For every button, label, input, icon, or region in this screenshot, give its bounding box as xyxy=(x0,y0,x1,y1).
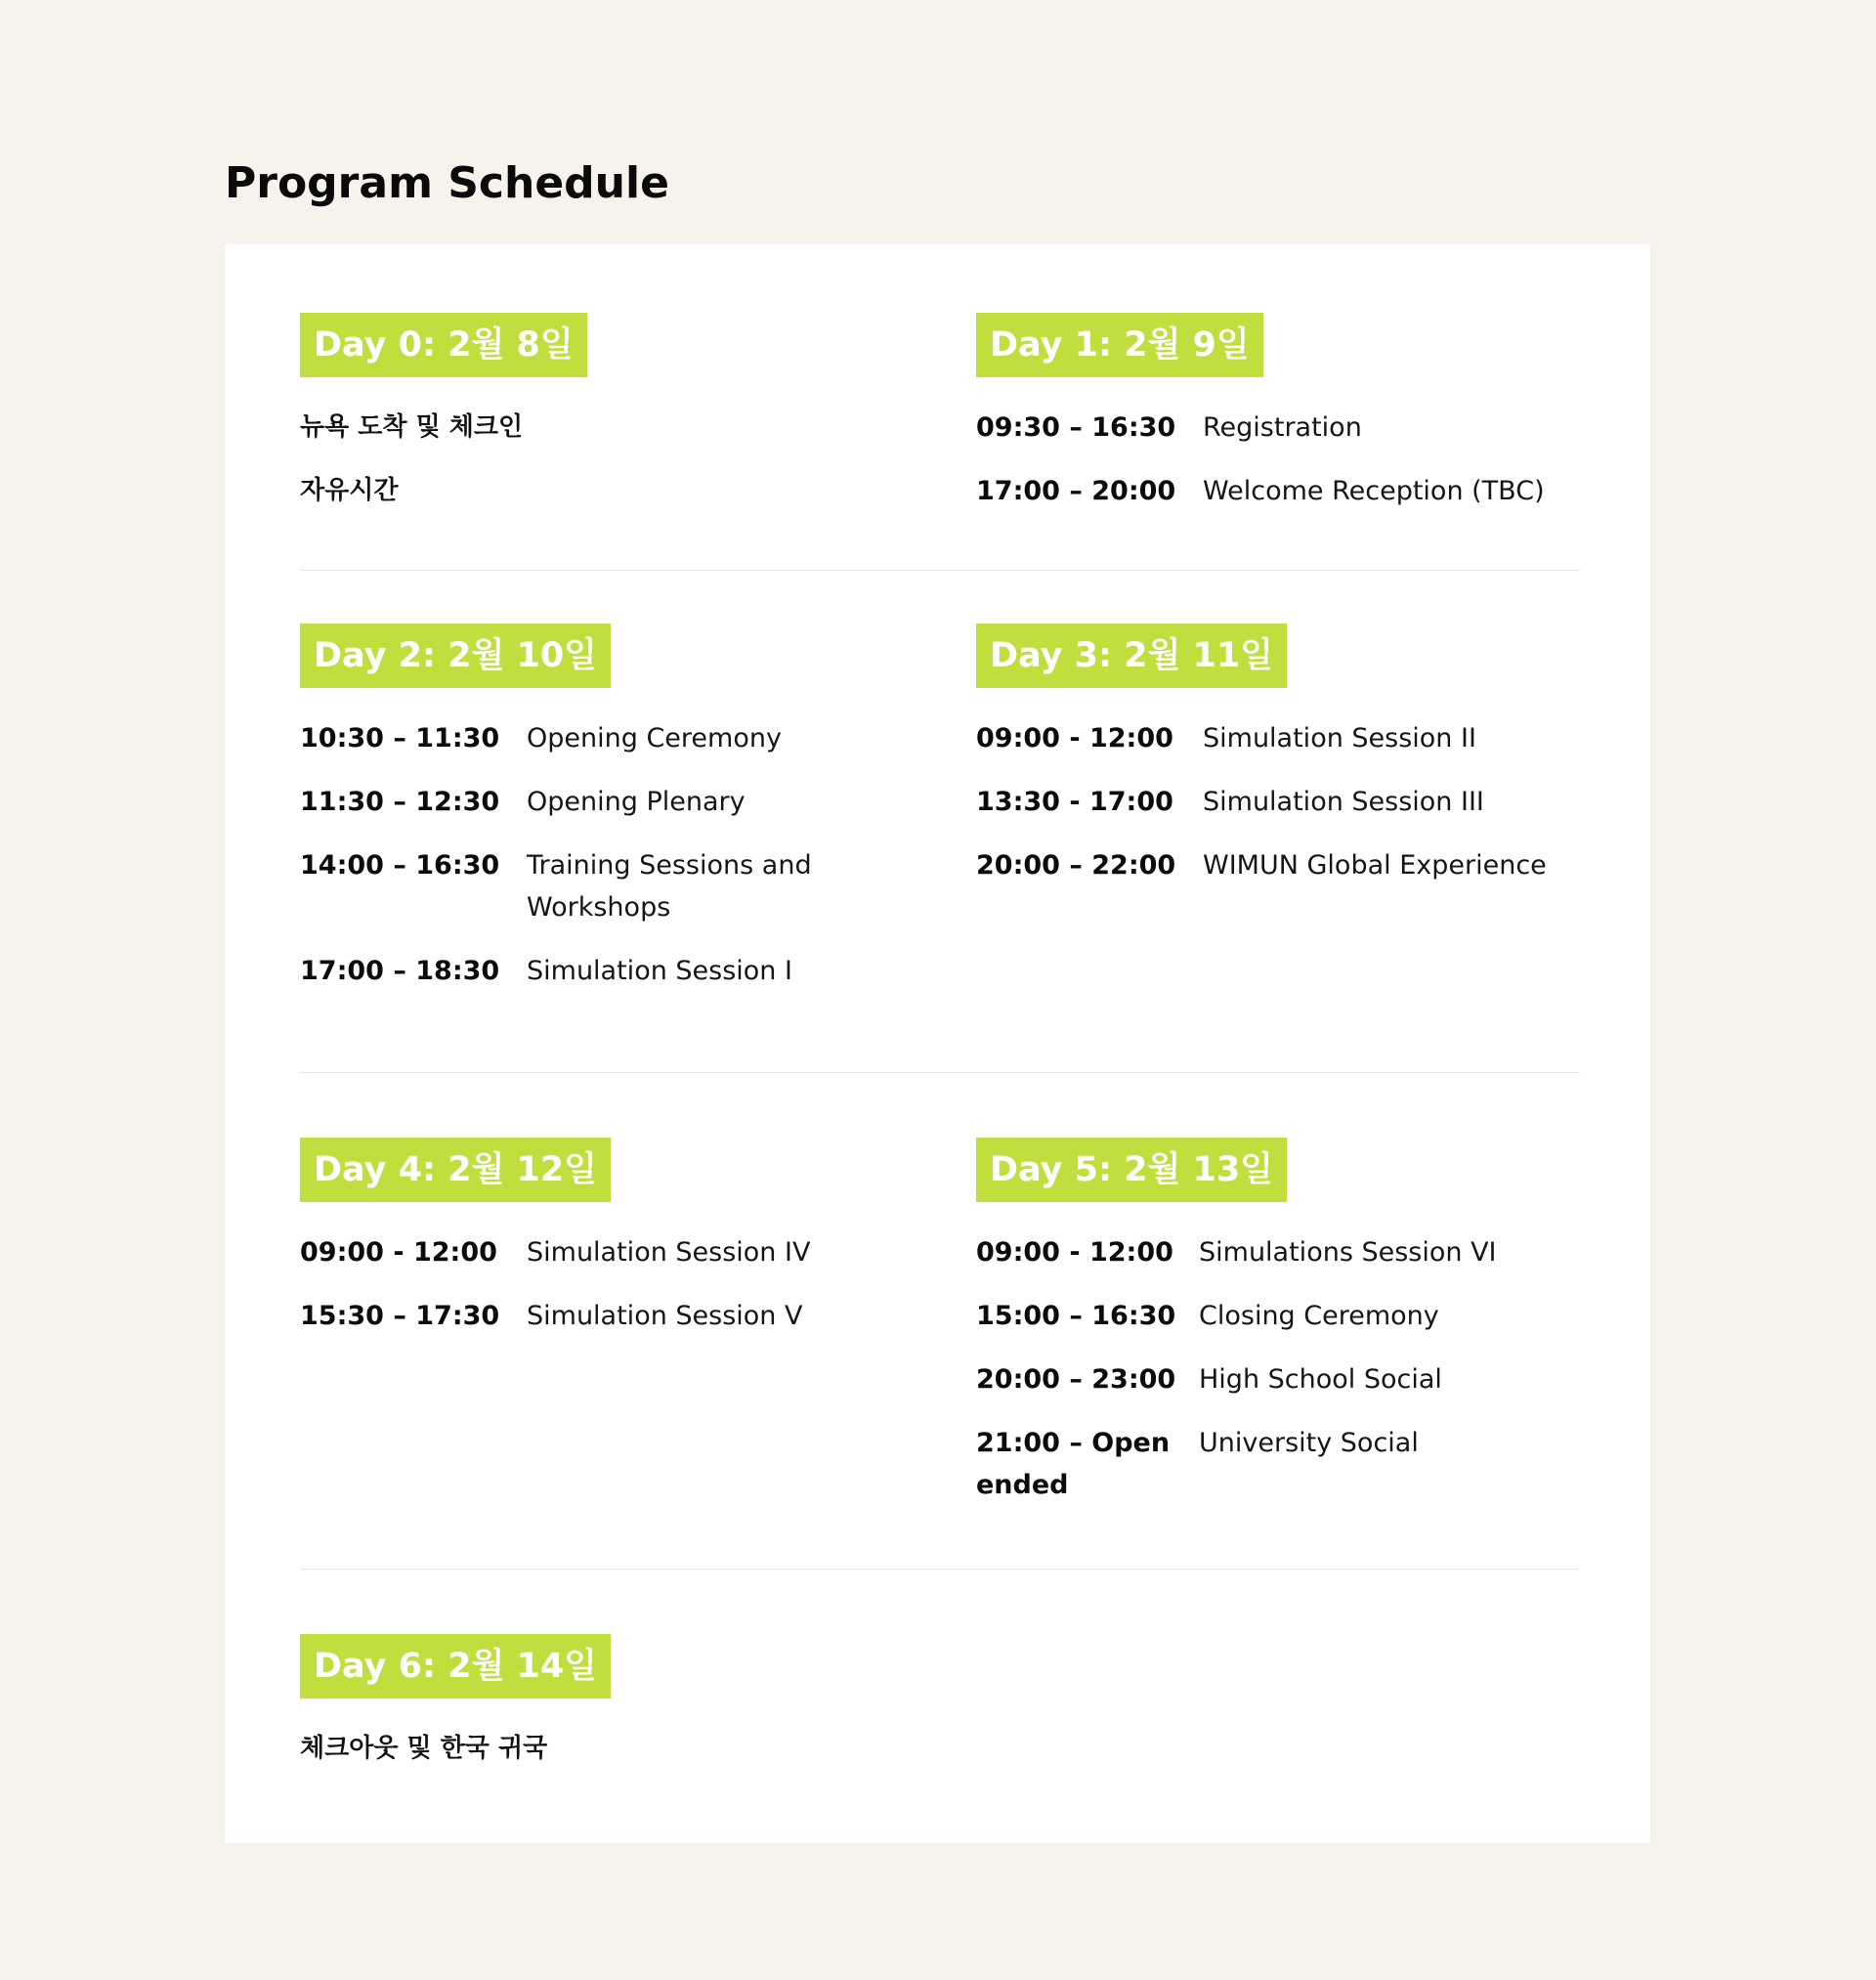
event-row xyxy=(976,1231,1582,1273)
day-badge: Day 4: 2월 12일 xyxy=(300,1138,611,1202)
event-time: 09:30 – 16:30 xyxy=(976,412,1176,443)
note-item: 체크아웃 및 한국 귀국 xyxy=(300,1734,548,1763)
event-title: Registration xyxy=(1203,412,1362,443)
event-list xyxy=(976,407,1582,512)
day-badge: Day 6: 2월 14일 xyxy=(300,1634,611,1699)
row-divider xyxy=(300,1569,1580,1570)
event-title: Opening Plenary xyxy=(527,787,746,817)
day-badge: Day 5: 2월 13일 xyxy=(976,1138,1287,1202)
day-badge: Day 2: 2월 10일 xyxy=(300,624,611,688)
day-3 xyxy=(976,624,1582,908)
event-row xyxy=(300,950,906,992)
day-4 xyxy=(300,1138,906,1358)
event-title: Opening Ceremony xyxy=(527,723,782,753)
event-list xyxy=(976,717,1582,886)
event-title: Closing Ceremony xyxy=(1199,1301,1439,1331)
event-title: Simulations Session VI xyxy=(1199,1237,1497,1268)
day-notes xyxy=(300,407,906,512)
event-row xyxy=(300,1231,906,1273)
event-row xyxy=(300,1295,906,1337)
schedule-card xyxy=(225,244,1650,1843)
event-time: 20:00 – 23:00 xyxy=(976,1364,1176,1395)
event-time: 15:00 – 16:30 xyxy=(976,1301,1176,1331)
event-title: Training Sessions and Workshops xyxy=(527,850,812,923)
event-list xyxy=(300,1231,906,1337)
event-title: Simulation Session IV xyxy=(527,1237,811,1268)
page-title: Program Schedule xyxy=(225,158,669,208)
event-row xyxy=(300,717,906,759)
note-item: 뉴욕 도착 및 체크인 xyxy=(300,412,524,442)
row-divider xyxy=(300,570,1580,571)
event-title: Simulation Session II xyxy=(1203,723,1476,753)
event-title: Welcome Reception (TBC) xyxy=(1203,476,1545,506)
event-title: University Social xyxy=(1199,1428,1419,1458)
event-time: 15:30 – 17:30 xyxy=(300,1301,500,1331)
day-5 xyxy=(976,1138,1582,1528)
row-divider xyxy=(300,1072,1580,1073)
event-row xyxy=(976,1358,1582,1400)
event-title: WIMUN Global Experience xyxy=(1203,850,1547,881)
event-title: Simulation Session I xyxy=(527,956,792,986)
event-time: 09:00 - 12:00 xyxy=(976,723,1173,753)
event-time: 10:30 – 11:30 xyxy=(300,723,500,753)
event-time: 17:00 – 18:30 xyxy=(300,956,500,986)
event-row xyxy=(976,407,1582,449)
event-time: 17:00 – 20:00 xyxy=(976,476,1176,506)
event-row xyxy=(976,781,1582,823)
day-6 xyxy=(300,1634,906,1791)
event-time: 09:00 - 12:00 xyxy=(300,1237,497,1268)
day-badge: Day 1: 2월 9일 xyxy=(976,313,1263,377)
day-1 xyxy=(976,313,1582,534)
event-row xyxy=(300,781,906,823)
event-row xyxy=(976,844,1582,886)
event-time: 14:00 – 16:30 xyxy=(300,850,500,881)
event-row xyxy=(976,470,1582,512)
event-time: 20:00 – 22:00 xyxy=(976,850,1176,881)
day-2 xyxy=(300,624,906,1013)
note-item: 자유시간 xyxy=(300,476,399,505)
day-badge: Day 0: 2월 8일 xyxy=(300,313,587,377)
event-title: Simulation Session III xyxy=(1203,787,1484,817)
event-list xyxy=(300,717,906,992)
event-title: High School Social xyxy=(1199,1364,1442,1395)
event-list xyxy=(976,1231,1582,1506)
event-row xyxy=(976,1295,1582,1337)
event-row xyxy=(976,1422,1582,1506)
event-title: Simulation Session V xyxy=(527,1301,803,1331)
day-0 xyxy=(300,313,906,534)
event-time: 11:30 – 12:30 xyxy=(300,787,500,817)
day-notes xyxy=(300,1728,906,1770)
event-row xyxy=(300,844,906,928)
event-time: 21:00 – Open ended xyxy=(976,1428,1171,1500)
event-time: 13:30 - 17:00 xyxy=(976,787,1173,817)
event-time: 09:00 - 12:00 xyxy=(976,1237,1173,1268)
day-badge: Day 3: 2월 11일 xyxy=(976,624,1287,688)
event-row xyxy=(976,717,1582,759)
